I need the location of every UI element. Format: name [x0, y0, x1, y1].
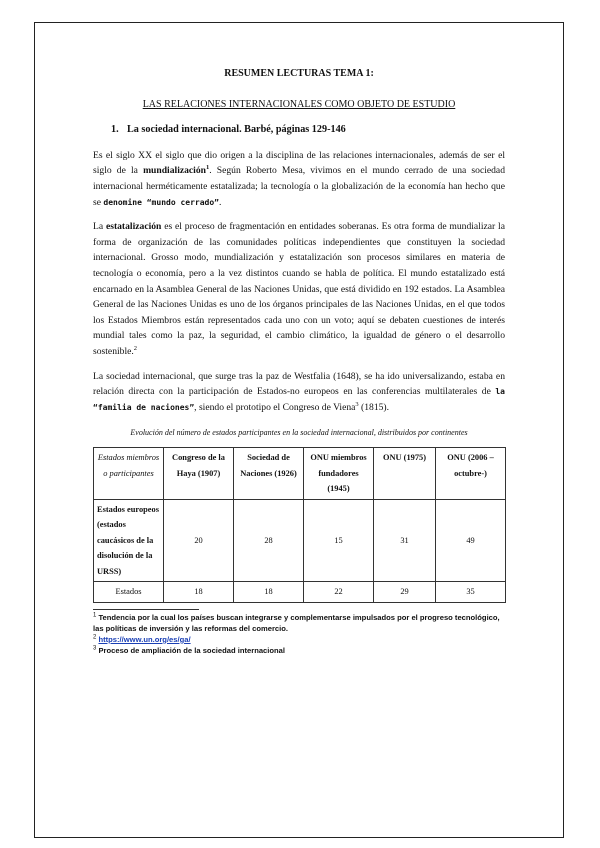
- states-table: [93, 447, 506, 603]
- p1-text-3: .: [218, 196, 222, 208]
- section-number: 1.: [111, 124, 119, 136]
- footnote-text: Tendencia por la cual los países buscan integrarse y complementarse impulsados por el progreso tecnológico, las políticas de inversión y las reformas del comercio.: [93, 612, 500, 633]
- table-cell: 35: [436, 582, 506, 603]
- footnote-divider: [93, 609, 199, 610]
- table-header-cell: Estados miembros o participantes: [94, 448, 164, 500]
- table-header-cell: ONU miembros fundadores (1945): [304, 448, 374, 500]
- p3-text-3: (1815).: [358, 401, 390, 413]
- table-header-cell: ONU (1975): [374, 448, 436, 500]
- document-subtitle: LAS RELACIONES INTERNACIONALES COMO OBJETO DE ESTUDIO: [142, 98, 456, 110]
- footnote-number: 2: [93, 634, 97, 641]
- table-caption: Evolución del número de estados participantes en la sociedad internacional, distribuidos por continentes: [130, 428, 468, 438]
- p2-text-2: es el proceso de fragmentación en entidades soberanas. Es otra forma de mundializar la forma de organización de las comunidades políticas independientes que constituyen la sociedad internacional. Grosso modo, mundialización y estatalización son procesos similares en materia de tecnología o economía, pero a la vez distintos cuando se habla de política. El mundo estatalizado está encarnado en la Asamblea General de las Naciones Unidas, que está dividido en 192 estados. La Asamblea General de las Naciones Unidas es uno de los órganos principales de las Naciones Unidas, en el que todos los Estados Miembros están representados cada uno con un voto; aquí se debaten cuestiones de interés mundial tales como la paz, la seguridad, el cambio climático, la igualdad de género o el desarrollo sostenible.: [93, 221, 505, 357]
- section-heading: [111, 122, 505, 138]
- p3-text-1: La sociedad internacional, que surge tras la paz de Westfalia (1648), se ha ido universalizando, estaba en relación directa con la participación de Estados-no europeos en las conferencias multilaterales de: [93, 370, 505, 398]
- footnote-1: [93, 612, 505, 634]
- table-row-label: Estados: [94, 582, 164, 603]
- paragraph-3: [93, 369, 505, 416]
- table-cell: 29: [374, 582, 436, 603]
- table-header-cell: Congreso de la Haya (1907): [164, 448, 234, 500]
- p3-text-2: , siendo el prototipo el Congreso de Viena: [194, 401, 356, 413]
- document-title: RESUMEN LECTURAS TEMA 1:: [224, 68, 374, 79]
- footnote-link[interactable]: https://www.un.org/es/ga/: [98, 634, 191, 644]
- table-header-row: [94, 448, 506, 500]
- footnote-2: [93, 634, 505, 645]
- section-title: La sociedad internacional. Barbé, páginas 129-146: [127, 124, 346, 136]
- table-cell: 18: [164, 582, 234, 603]
- footnote-3: [93, 645, 505, 656]
- p3-quote: la “familia de naciones”: [93, 387, 505, 412]
- paragraph-2: [93, 219, 505, 359]
- table-cell: 22: [304, 582, 374, 603]
- footnote-text: Proceso de ampliación de la sociedad internacional: [98, 645, 285, 655]
- p2-text-1: La: [93, 221, 106, 233]
- footnote-ref-1[interactable]: 1: [205, 164, 210, 172]
- table-cell: 31: [374, 499, 436, 582]
- table-cell: 28: [234, 499, 304, 582]
- p1-quote: denomine “mundo cerrado”: [103, 197, 219, 207]
- footnote-ref-3[interactable]: 3: [355, 400, 359, 408]
- table-cell: 20: [164, 499, 234, 582]
- paragraph-1: [93, 148, 505, 210]
- footnote-ref-2[interactable]: 2: [133, 344, 138, 352]
- p1-bold-term: mundialización: [143, 165, 206, 177]
- table-cell: 18: [234, 582, 304, 603]
- table-row: [94, 582, 506, 603]
- footnote-number: 1: [93, 612, 97, 619]
- table-cell: 49: [436, 499, 506, 582]
- footnote-number: 3: [93, 645, 97, 652]
- table-row: [94, 499, 506, 582]
- table-header-cell: Sociedad de Naciones (1926): [234, 448, 304, 500]
- p1-text-2: . Según Roberto Mesa, vivimos en el mundo cerrado de una sociedad internacional herméticamente estatalizada; la tecnología o la globalización de la economía han hecho que se: [93, 165, 505, 208]
- table-header-cell: ONU (2006 – octubre-): [436, 448, 506, 500]
- table-row-label: Estados europeos (estados caucásicos de la disolución de la URSS): [94, 499, 164, 582]
- p2-bold-term: estatalización: [105, 221, 162, 233]
- table-cell: 15: [304, 499, 374, 582]
- document-body: [93, 66, 505, 656]
- p1-text-1: Es el siglo XX el siglo que dio origen a la disciplina de las relaciones internacionales, además de ser el siglo de la: [93, 149, 505, 177]
